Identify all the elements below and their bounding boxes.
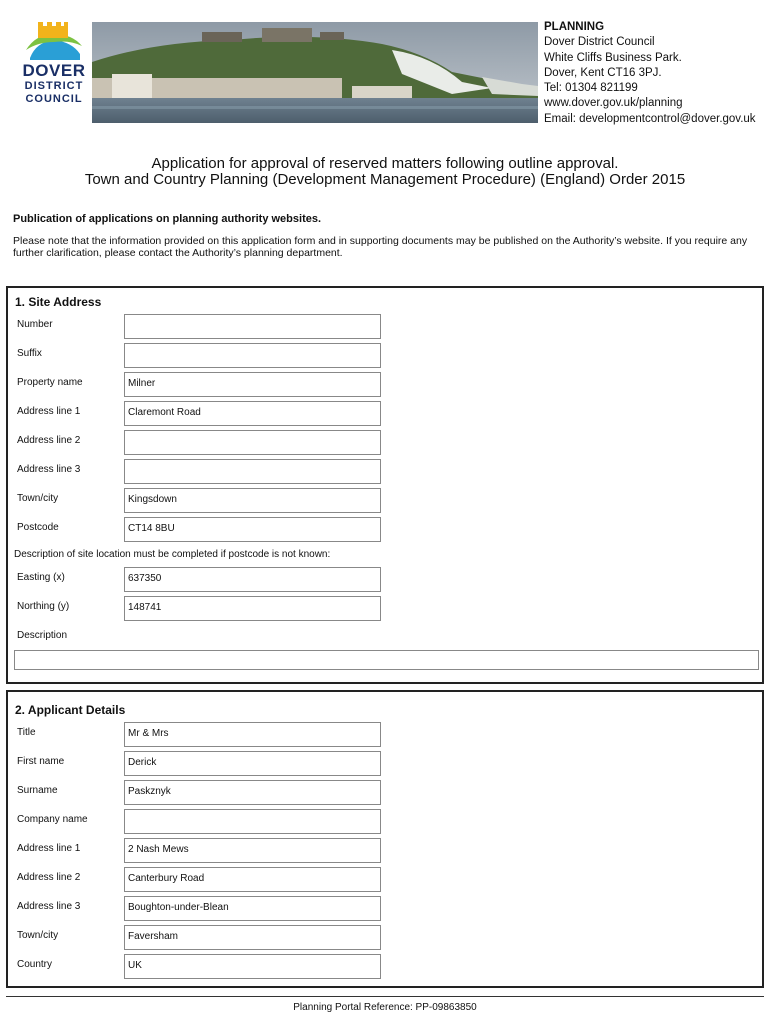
postcode-field[interactable]: CT14 8BU [124,517,381,542]
northing-label: Northing (y) [17,601,70,612]
description-field[interactable] [14,650,759,670]
applicant-address-line-3-field[interactable]: Boughton-under-Blean [124,896,381,921]
property-name-label: Property name [17,377,83,388]
country-label: Country [17,959,53,970]
easting-label: Easting (x) [17,572,65,583]
country-field[interactable]: UK [124,954,381,979]
company-name-field[interactable] [124,809,381,834]
logo-line-council: COUNCIL [25,93,83,105]
form-title: Application for approval of reserved matters following outline approval. [151,155,619,172]
applicant-section [6,690,764,988]
applicant-title: 2. Applicant Details [15,703,126,717]
site-town-field[interactable]: Kingsdown [124,488,381,513]
contact-heading: PLANNING [544,21,605,33]
logo-line-district: DISTRICT [24,80,84,92]
site-address-section [6,286,764,684]
applicant-town-field[interactable]: Faversham [124,925,381,950]
location-note: Description of site location must be completed if postcode is not known: [14,549,331,560]
site-address-title: 1. Site Address [15,295,102,309]
publication-note: Please note that the information provided on this application form and in supporting documents may be published on the Authority’s website. If you require any further clarification, please contact the Authority’s planning department. [13,235,748,259]
suffix-field[interactable] [124,343,381,368]
form-subtitle: Town and Country Planning (Development Management Procedure) (England) Order 2015 [84,171,686,188]
site-address-line-2-field[interactable] [124,430,381,455]
surname-label: Surname [17,785,58,796]
site-address-line-2-label: Address line 2 [17,435,81,446]
site-town-label: Town/city [17,493,59,504]
site-address-line-3-field[interactable] [124,459,381,484]
contact-org: Dover District Council [544,36,655,49]
property-name-field[interactable]: Milner [124,372,381,397]
applicant-address-line-1-label: Address line 1 [17,843,81,854]
number-field[interactable] [124,314,381,339]
logo-line-dover: DOVER [22,61,86,80]
council-logo [18,20,90,124]
easting-field[interactable]: 637350 [124,567,381,592]
site-address-line-1-field[interactable]: Claremont Road [124,401,381,426]
footer-divider [6,996,764,997]
publication-heading: Publication of applications on planning authority websites. [13,213,322,225]
first-name-field[interactable]: Derick [124,751,381,776]
contact-tel: Tel: 01304 821199 [544,82,638,95]
contact-web: www.dover.gov.uk/planning [544,97,683,110]
applicant-address-line-2-label: Address line 2 [17,872,81,883]
contact-block [544,20,770,127]
company-name-label: Company name [17,814,88,825]
portal-reference: Planning Portal Reference: PP-09863850 [293,1002,477,1013]
applicant-address-line-1-field[interactable]: 2 Nash Mews [124,838,381,863]
postcode-label: Postcode [17,522,59,533]
applicant-address-line-3-label: Address line 3 [17,901,81,912]
site-address-line-1-label: Address line 1 [17,406,81,417]
contact-address-1: White Cliffs Business Park. [544,51,682,64]
northing-field[interactable]: 148741 [124,596,381,621]
applicant-town-label: Town/city [17,930,59,941]
applicant-address-line-2-field[interactable]: Canterbury Road [124,867,381,892]
dover-cliffs-photo [92,22,538,123]
surname-field[interactable]: Paskznyk [124,780,381,805]
suffix-label: Suffix [17,348,42,359]
number-label: Number [17,319,53,330]
first-name-label: First name [17,756,65,767]
site-address-line-3-label: Address line 3 [17,464,81,475]
description-label: Description [17,630,68,641]
title-field[interactable]: Mr & Mrs [124,722,381,747]
title-label: Title [17,727,36,738]
castle-crest-icon [22,20,86,60]
contact-email: Email: developmentcontrol@dover.gov.uk [544,112,756,125]
contact-address-2: Dover, Kent CT16 3PJ. [544,66,662,79]
